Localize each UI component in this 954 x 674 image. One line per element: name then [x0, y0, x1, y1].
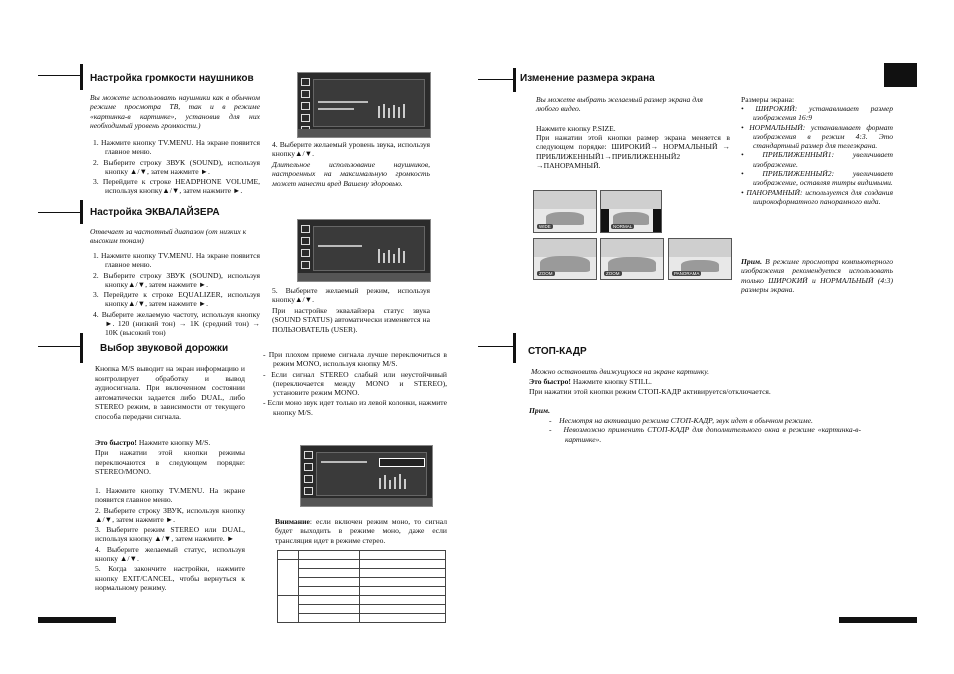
table-row [278, 596, 446, 605]
resize-press: Нажмите кнопку P.SIZE. [536, 124, 616, 133]
table-row [278, 587, 446, 596]
audio-tips [263, 350, 447, 417]
osd-bar [318, 245, 362, 247]
list-item: • ПРИБЛИЖЕННЫЙ1: увеличивает изображение. [741, 150, 893, 169]
audio-track-title: Выбор звуковой дорожки [100, 343, 229, 354]
headphone-step4: 4. Выберите желаемый уровень звука, используя кнопку▲/▼. [272, 140, 430, 159]
osd-sidebar [300, 224, 310, 271]
tip-item: - Если моно звук идет только из левой колонки, нажмите кнопку M/S. [263, 398, 447, 417]
list-item: 5. Когда закончите настройки, нажмите кнопку EXIT/CANCEL, чтобы вернуться к нормальному режиму. [95, 564, 245, 592]
thumb-normal: NORMAL [600, 190, 662, 233]
list-item: 4. Выберите желаемую частоту, используя кнопку ►. 120 (низкий тон) → 1K (средний тон) → 10K (высокий тон) [93, 309, 260, 338]
section-rule [478, 346, 514, 347]
equalizer-title: Настройка ЭКВАЛАЙЗЕРА [90, 207, 220, 218]
note-label: Прим. [741, 257, 763, 266]
headphone-title: Настройка громкости наушников [90, 73, 254, 84]
table-row [278, 578, 446, 587]
osd-audio-screenshot [300, 445, 433, 507]
tip-item: - При плохом приеме сигнала лучше переключиться в режим MONO, используя кнопку M/S. [263, 350, 447, 369]
freeze-note-label: Прим. [529, 406, 551, 415]
footer-bar [839, 617, 917, 623]
tip-item: - Если сигнал STEREO слабый или неустойчивый (переключается между MONO и STEREO), установите режим MONO. [263, 369, 447, 398]
sizes-header: Размеры экрана: [741, 95, 795, 104]
list-item: - Несмотря на активацию режима СТОП-КАДР, звук идет в обычном режиме. [549, 416, 813, 425]
list-item: • НОРМАЛЬНЫЙ: устанавливает формат изображения в режим 4:3. Это стандартный размер для телеэкрана. [741, 122, 893, 151]
quick-label: Это быстро! [95, 438, 137, 447]
attention-label: Внимание [275, 517, 310, 526]
list-item: • ШИРОКИЙ: устанавливает размер изображения 16:9 [741, 104, 893, 123]
quick-label: Это быстро! [529, 377, 571, 386]
list-item: • ПАНОРАМНЫЙ: используется для создания широкоформатного панорамного вида. [741, 187, 893, 206]
freeze-quick: Это быстро! Нажмите кнопку STILL. [529, 377, 652, 386]
list-item: 2. Выберите строку ЗВУК (SOUND), используя кнопку▲/▼, затем нажмите ►. [93, 270, 260, 289]
osd-eq [379, 473, 419, 489]
section-rule [38, 75, 82, 76]
audio-attention: Внимание: если включен режим моно, то сигнал будет выходить в режиме моно, даже если трансляция идет в режиме стерео. [275, 517, 447, 545]
resize-sequence: При нажатии этой кнопки размер экрана меняется в следующем порядке: ШИРОКИЙ→ НОРМАЛЬНЫЙ → ПРИБЛИЖЕННЫЙ1→ПРИБЛИЖЕННЫЙ2 →ПАНОРАМНЫЙ. [536, 133, 730, 170]
list-item: 2. Выберите строку ЗВУК (SOUND), используя кнопку ▲/▼, затем нажмите ►. [93, 157, 260, 176]
list-item: 1. Нажмите кнопку TV.MENU. На экране появится главное меню. [93, 251, 260, 270]
list-item: 1. Нажмите кнопку TV.MENU. На экране появится главное меню. [93, 138, 260, 157]
section-rule [478, 79, 514, 80]
osd-equalizer-screenshot [297, 219, 431, 282]
sizes-list [741, 104, 893, 206]
quick-text: Нажмите кнопку M/S. [136, 438, 211, 447]
freeze-title: СТОП-КАДР [528, 346, 587, 357]
audio-steps [95, 486, 245, 592]
headphone-intro: Вы можете использовать наушники как в обычном режиме просмотра ТВ, так и в режиме «картинка-в картинке», установив для них необходимый уровень громкости.) [90, 93, 260, 130]
freeze-intro: Можно остановить движущуюся на экране картинку. [531, 367, 710, 376]
headphone-warning: Длительное использование наушников, настроенных на максимальную громкость может нанести вред Вашему здоровью. [272, 160, 430, 188]
osd-selected-box [379, 458, 425, 467]
osd-bar [321, 461, 367, 463]
page-tab-marker [884, 63, 917, 87]
list-item: 2. Выберите строку ЗВУК, используя кнопку ▲/▼, затем нажмите ►. [95, 505, 245, 524]
osd-bar [318, 108, 354, 110]
section-bar [80, 200, 83, 224]
list-item: 1. Нажмите кнопку TV.MENU. На экране появится главное меню. [95, 486, 245, 505]
osd-headphone-screenshot [297, 72, 431, 138]
section-bar [513, 68, 516, 92]
headphone-steps [93, 138, 260, 196]
list-item: • ПРИБЛИЖЕННЫЙ2: увеличивает изображение, оставляя титры видимыми. [741, 169, 893, 188]
table-row [278, 551, 446, 560]
thumb-wide: WIDE [533, 190, 597, 233]
osd-panel [313, 79, 425, 127]
empty-table [277, 550, 446, 623]
osd-panel [316, 452, 427, 496]
list-item: 3. Перейдите к строке HEADPHONE VOLUME, используя кнопку▲/▼, затем нажмите ►. [93, 177, 260, 196]
freeze-press: При нажатии этой кнопки режим СТОП-КАДР активируется/отключается. [529, 387, 771, 396]
thumb-zoom2: ZOOM [600, 238, 664, 280]
osd-bar [318, 101, 368, 103]
resize-title: Изменение размера экрана [520, 73, 655, 84]
equalizer-note: При настройке эквалайзера статус звука (SOUND STATUS) автоматически изменяется на ПОЛЬЗОВАТЕЛЬ (USER). [272, 306, 430, 334]
equalizer-step5: 5. Выберите желаемый режим, используя кнопку▲/▼. [272, 286, 430, 305]
table-row [278, 614, 446, 623]
list-item: - Невозможно применить СТОП-КАДР для дополнительного окна в режиме «картинка-в-картинке». [549, 425, 862, 444]
table-row [278, 560, 446, 569]
list-item: 3. Перейдите к строке EQUALIZER, используя кнопку▲/▼, затем нажмите ►. [93, 290, 260, 309]
osd-sidebar [300, 77, 310, 127]
section-bar [80, 333, 83, 363]
resize-intro: Вы можете выбрать желаемый размер экрана для любого видео. [536, 95, 703, 114]
thumb-panorama: PANORAMA [668, 238, 732, 280]
audio-track-body: Кнопка M/S выводит на экран информацию и контролирует обработку и вывод аудиосигнала. При включенном состоянии автоматически задается либо DUAL, либо STEREO режим, в зависимости от текущего способа передачи сигнала. [95, 364, 245, 421]
list-item: 3. Выберите режим STEREO или DUAL, используя кнопку ▲/▼, затем нажмите. ► [95, 525, 245, 544]
equalizer-intro: Отвечает за частотный диапазон (от низких к высоким тонам) [90, 227, 247, 246]
footer-bar [38, 617, 116, 623]
osd-panel [313, 226, 425, 271]
osd-eq [378, 247, 414, 263]
osd-footer [298, 129, 430, 137]
freeze-notes [549, 416, 861, 444]
section-rule [38, 212, 82, 213]
section-rule [38, 346, 82, 347]
table-row [278, 605, 446, 614]
table-row [278, 569, 446, 578]
resize-note: Прим. В режиме просмотра компьютерного изображения рекомендуется использовать только ШИРОКИЙ и НОРМАЛЬНЫЙ (4:3) размеры экрана. [741, 257, 893, 294]
osd-footer [298, 273, 430, 281]
audio-quick [95, 438, 245, 447]
list-item: 4. Выберите желаемый статус, используя кнопку ▲/▼. [95, 544, 245, 564]
thumb-zoom1: ZOOM [533, 238, 597, 280]
audio-quick-more: При нажатии этой кнопки режимы переключаются в следующем порядке: STEREO/MONO. [95, 448, 245, 477]
osd-sidebar [303, 450, 313, 496]
equalizer-steps [93, 251, 260, 338]
section-bar [513, 333, 516, 363]
section-bar [80, 64, 83, 90]
osd-eq [378, 102, 414, 118]
osd-footer [301, 498, 432, 506]
